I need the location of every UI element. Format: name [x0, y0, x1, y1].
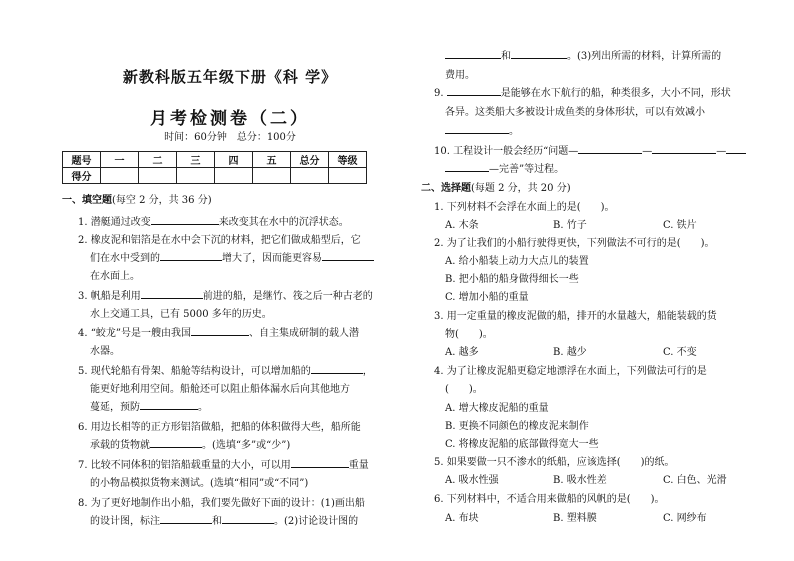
answer-blank[interactable] [445, 48, 501, 59]
q5-text-b: ， [362, 366, 373, 377]
score-cell: 总分 [291, 152, 329, 168]
score-blank[interactable] [291, 168, 329, 184]
q5-text-c: 蔓延，预防 [90, 402, 140, 413]
q10-line1 [434, 142, 746, 157]
q7-line1 [78, 456, 369, 471]
time-info: 时间：60分钟 总分：100分 [164, 132, 296, 143]
q5-line2: 能更好地利用空间。船舱还可以阻止船体漏水后向其他地方 [90, 384, 350, 395]
answer-blank[interactable] [445, 123, 509, 134]
score-table [62, 151, 367, 184]
answer-blank[interactable] [191, 325, 249, 336]
answer-blank[interactable] [445, 161, 489, 172]
q7-text-b: 重量 [348, 460, 369, 471]
score-blank[interactable] [101, 168, 139, 184]
q8-continued [445, 47, 721, 62]
score-cell: 得分 [63, 168, 101, 184]
score-blank[interactable] [177, 168, 215, 184]
q2-text-a: 们在水中受到的 [90, 253, 160, 264]
answer-blank[interactable] [652, 143, 716, 154]
q4-line2: 水器。 [90, 346, 120, 357]
c3-question-line2: 物( )。 [445, 329, 493, 340]
c2-option-b[interactable]: B. 把小船的船身做得细长一些 [445, 274, 579, 285]
q10-text-d: —完善”等过程。 [489, 164, 565, 175]
c1-option-c[interactable]: C. 铁片 [663, 220, 697, 231]
answer-blank[interactable] [150, 437, 202, 448]
q9-line3 [445, 122, 519, 137]
c6-option-b[interactable]: B. 塑料膜 [553, 513, 597, 524]
exam-title: 新教科版五年级下册《科 学》 [122, 68, 338, 86]
q9-text-a: 9. [434, 88, 447, 99]
q9-line1 [434, 84, 731, 99]
c4-option-c[interactable]: C. 将橡皮泥船的底部做得宽大一些 [445, 439, 599, 450]
q8-continued-line2: 费用。 [445, 70, 475, 81]
answer-blank[interactable] [726, 143, 746, 154]
q8c-text-b: 。(3)列出所需的材料，计算所需的 [567, 51, 722, 62]
section-note: (每空 2 分，共 36 分) [112, 195, 212, 206]
q5-line3 [90, 398, 208, 413]
answer-blank[interactable] [160, 513, 212, 524]
q3-text-b: 前进的船，是继竹、筏之后一种古老的 [202, 291, 373, 302]
c6-question: 6. 下列材料中，不适合用来做船的风帆的是( )。 [434, 494, 665, 505]
score-cell: 四 [215, 152, 253, 168]
q10-text-b: — [642, 146, 653, 157]
score-cell: 一 [101, 152, 139, 168]
c3-option-a[interactable]: A. 越多 [445, 347, 479, 358]
q5-line1 [78, 362, 373, 377]
answer-blank[interactable] [511, 48, 567, 59]
c6-option-a[interactable]: A. 布块 [445, 513, 479, 524]
score-blank[interactable] [139, 168, 177, 184]
q1-text-a: 1. 潜艇通过改变 [78, 217, 151, 228]
score-blank[interactable] [253, 168, 291, 184]
section-fill-in [62, 191, 212, 206]
q10-text-c: — [716, 146, 727, 157]
q1 [78, 213, 349, 228]
q7-text-a: 7. 比较不同体积的铝箔船载重量的大小，可以用 [78, 460, 291, 471]
section-note: (每题 2 分，共 20 分) [471, 183, 571, 194]
c4-option-b[interactable]: B. 更换不同颜色的橡皮泥来制作 [445, 421, 589, 432]
answer-blank[interactable] [578, 143, 642, 154]
score-blank[interactable] [329, 168, 367, 184]
q6-line1: 6. 用边长相等的正方形铝箔做船，把船的体积做得大些，船所能 [78, 422, 361, 433]
answer-blank[interactable] [291, 457, 349, 468]
c3-option-c[interactable]: C. 不变 [663, 347, 697, 358]
c4-option-a[interactable]: A. 增大橡皮泥船的重量 [445, 403, 549, 414]
c2-option-c[interactable]: C. 增加小船的重量 [445, 292, 529, 303]
exam-subtitle: 月考检测卷（二） [150, 109, 310, 129]
section-multiple-choice [421, 179, 571, 194]
section-title: 二、选择题 [421, 183, 471, 194]
answer-blank[interactable] [447, 85, 501, 96]
q5-text-d: 。 [198, 402, 208, 413]
q3-text-a: 3. 帆船是利用 [78, 291, 141, 302]
q1-text-b: 来改变其在水中的沉浮状态。 [218, 217, 349, 228]
q6-line2 [90, 436, 290, 451]
q8-text-b: 和 [212, 516, 222, 527]
q10-text-a: 10. 工程设计一般会经历“问题— [434, 146, 579, 157]
answer-blank[interactable] [322, 250, 374, 261]
q8-line2 [90, 512, 358, 527]
c2-question: 2. 为了让我们的小船行驶得更快，下列做法不可行的是( )。 [434, 238, 715, 249]
q4-text-a: 4. “蛟龙”号是一艘由我国 [78, 328, 191, 339]
q9-line2: 各异。这类船大多被设计成鱼类的身体形状，可以有效减小 [445, 107, 705, 118]
q2-line1: 2. 橡皮泥和铝箔是在水中会下沉的材料，把它们做成船型后，它 [78, 235, 361, 246]
score-cell: 三 [177, 152, 215, 168]
q8-text-c: 。(2)讨论设计图的 [274, 516, 359, 527]
score-cell: 等级 [329, 152, 367, 168]
q5-text-a: 5. 现代轮船有骨架、船舱等结构设计，可以增加船的 [78, 366, 311, 377]
answer-blank[interactable] [160, 250, 222, 261]
c1-question: 1. 下列材料不会浮在水面上的是( )。 [434, 202, 615, 213]
c5-option-c[interactable]: C. 白色、光滑 [663, 475, 727, 486]
q8c-text-a: 和 [501, 51, 511, 62]
c5-question: 5. 如果要做一只不渗水的纸船，应该选择( )的纸。 [434, 457, 675, 468]
q4-line1 [78, 324, 359, 339]
score-table-header-row [63, 152, 367, 168]
q2-line3: 在水面上。 [90, 271, 140, 282]
c6-option-c[interactable]: C. 网纱布 [663, 513, 707, 524]
answer-blank[interactable] [311, 363, 363, 374]
c3-question-line1: 3. 用一定重量的橡皮泥做的船，排开的水量越大，船能装载的货 [434, 311, 717, 322]
c4-question-line2: ( )。 [445, 384, 483, 395]
q2-line2 [90, 249, 374, 264]
q2-text-b: 增大了，因而能更容易 [222, 253, 322, 264]
q3-line1 [78, 287, 373, 302]
q4-text-b: 、自主集成研制的载人潜 [248, 328, 359, 339]
q7-line2: 的小物品模拟货物来测试。(选填“相同”或“不同”) [90, 478, 309, 489]
c4-question-line1: 4. 为了让橡皮泥船更稳定地漂浮在水面上，下列做法可行的是 [434, 366, 707, 377]
c2-option-a[interactable]: A. 给小船装上动力大点儿的装置 [445, 256, 589, 267]
q9-text-b: 是能够在水下航行的船，种类很多，大小不同，形状 [500, 88, 731, 99]
q8-line1: 8. 为了更好地制作出小船，我们要先做好下面的设计：(1)画出船 [78, 498, 365, 509]
score-table-score-row [63, 168, 367, 184]
section-title: 一、填空题 [62, 195, 112, 206]
answer-blank[interactable] [151, 214, 219, 225]
score-blank[interactable] [215, 168, 253, 184]
score-cell: 五 [253, 152, 291, 168]
score-cell: 题号 [63, 152, 101, 168]
q3-line2: 水上交通工具，已有 5000 多年的历史。 [90, 309, 272, 320]
answer-blank[interactable] [222, 513, 274, 524]
q9-text-c: 。 [509, 126, 519, 137]
q6-text-a: 承载的货物就 [90, 440, 150, 451]
c5-option-b[interactable]: B. 吸水性差 [553, 475, 607, 486]
c1-option-b[interactable]: B. 竹子 [553, 220, 587, 231]
q10-line2 [445, 160, 564, 175]
q8-text-a: 的设计图，标注 [90, 516, 160, 527]
answer-blank[interactable] [140, 399, 198, 410]
answer-blank[interactable] [141, 288, 203, 299]
c3-option-b[interactable]: B. 越少 [553, 347, 587, 358]
score-cell: 二 [139, 152, 177, 168]
c1-option-a[interactable]: A. 木条 [445, 220, 479, 231]
c5-option-a[interactable]: A. 吸水性强 [445, 475, 499, 486]
q6-text-b: 。(选填“多”或“少”) [202, 440, 291, 451]
